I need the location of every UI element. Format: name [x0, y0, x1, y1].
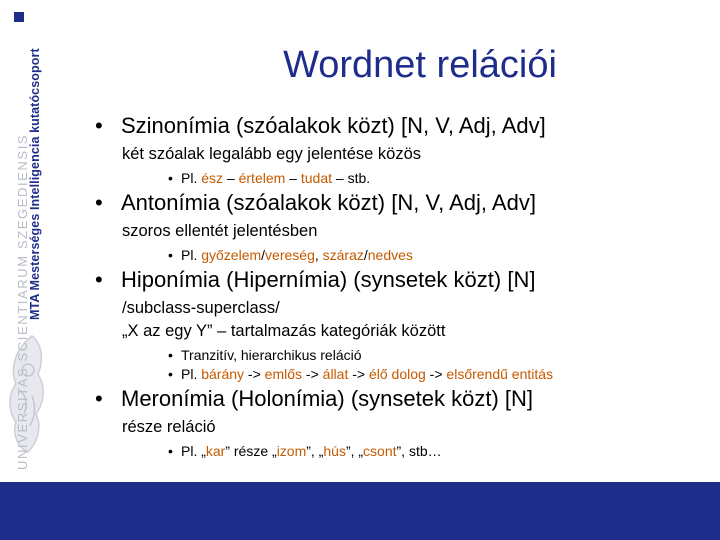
example-term: kar: [205, 443, 226, 459]
sub-bullet-marker: •: [168, 366, 173, 382]
sub-bullet-item: [168, 443, 442, 459]
university-label: UNIVERSITAS SCIENTIARUM SZEGEDIENSIS: [15, 133, 30, 470]
bullet-description: két szóalak legalább egy jelentése közös: [122, 145, 422, 163]
example-text: /: [363, 247, 368, 263]
example-text: Pl.: [181, 170, 202, 186]
example-text: ”, „: [345, 443, 364, 459]
bullet-item: [95, 386, 533, 412]
example-text: ” része „: [225, 443, 277, 459]
example-text: ”, stb…: [396, 443, 442, 459]
slide-title: Wordnet relációi: [283, 44, 557, 86]
example-term: győzelem: [201, 247, 262, 263]
bullet-description: „X az egy Y” – tartalmazás kategóriák között: [122, 322, 446, 340]
sub-bullet-item: [168, 366, 553, 382]
example-term: emlős: [264, 366, 303, 382]
example-text: – stb.: [332, 170, 371, 186]
example-text: ->: [348, 366, 369, 382]
example-text: Pl.: [181, 366, 202, 382]
example-text: /: [261, 247, 266, 263]
bullet-heading: Antonímia (szóalakok közt) [N, V, Adj, Adv]: [121, 190, 536, 215]
bullet-item: [95, 267, 535, 293]
bullet-item: [95, 190, 536, 216]
bullet-description: része reláció: [122, 418, 216, 436]
example-text: –: [223, 170, 239, 186]
example-text: ->: [244, 366, 265, 382]
bullet-description: /subclass-superclass/: [122, 299, 280, 317]
example-term: ész: [201, 170, 224, 186]
example-term: izom: [276, 443, 307, 459]
bullet-marker: •: [95, 267, 103, 292]
sidebar: [0, 0, 50, 480]
bullet-heading: Hiponímia (Hipernímia) (synsetek közt) [N]: [121, 267, 536, 292]
footer-bar: [0, 482, 720, 540]
example-text: ”, „: [306, 443, 324, 459]
example-term: bárány: [201, 366, 245, 382]
bullet-heading: Szinonímia (szóalakok közt) [N, V, Adj, Adv]: [121, 113, 546, 138]
bullet-marker: •: [95, 113, 103, 138]
example-text: Pl. „: [181, 443, 206, 459]
bullet-item: [95, 113, 546, 139]
sub-bullet-marker: •: [168, 247, 173, 263]
example-text: ->: [425, 366, 447, 382]
example-term: értelem: [238, 170, 286, 186]
example-term: csont: [363, 443, 397, 459]
example-text: –: [285, 170, 301, 186]
bullet-marker: •: [95, 386, 103, 411]
bullet-description: szoros ellentét jelentésben: [122, 222, 318, 240]
example-term: állat: [322, 366, 349, 382]
example-text: ->: [302, 366, 323, 382]
bullet-marker: •: [95, 190, 103, 215]
example-term: elsőrendű entitás: [446, 366, 554, 382]
example-text: ,: [314, 247, 323, 263]
example-text: Pl.: [181, 247, 202, 263]
example-text: Tranzitív, hierarchikus reláció: [181, 347, 362, 363]
example-term: hús: [323, 443, 346, 459]
bullet-heading: Meronímia (Holonímia) (synsetek közt) [N]: [121, 386, 533, 411]
sub-bullet-marker: •: [168, 170, 173, 186]
sub-bullet-marker: •: [168, 347, 173, 363]
sub-bullet-marker: •: [168, 443, 173, 459]
sub-bullet-item: [168, 247, 413, 263]
affiliation-label: MTA Mesterséges Intelligencia kutatócsoport: [28, 48, 42, 320]
sub-bullet-item: [168, 347, 362, 363]
example-term: száraz: [322, 247, 364, 263]
example-term: nedves: [367, 247, 413, 263]
example-term: tudat: [300, 170, 333, 186]
sub-bullet-item: [168, 170, 370, 186]
example-term: vereség: [265, 247, 315, 263]
example-term: élő dolog: [368, 366, 426, 382]
logo-square: [14, 12, 24, 22]
